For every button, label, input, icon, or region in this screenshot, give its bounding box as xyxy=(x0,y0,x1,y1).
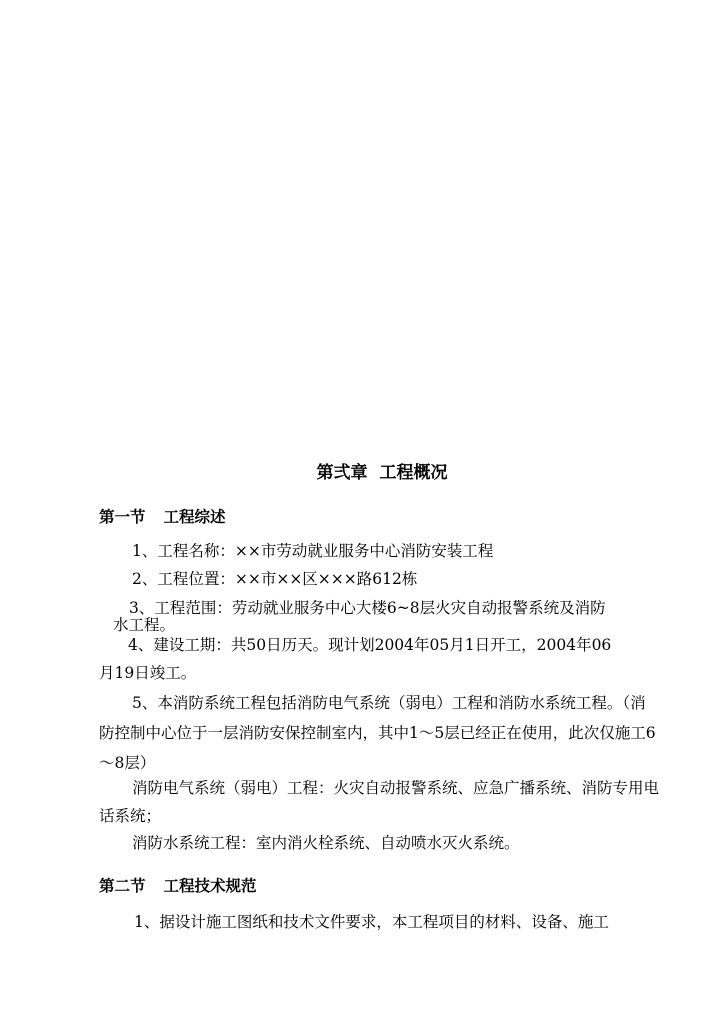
item-tech-spec-1: 1、据设计施工图纸和技术文件要求，本工程项目的材料、设备、施工 xyxy=(134,913,609,931)
section-2-title: 工程技术规范 xyxy=(163,877,257,895)
item-project-location: 2、工程位置：××市××区×××路612栋 xyxy=(132,570,418,588)
section-2-heading xyxy=(99,875,257,897)
item-construction-period: 4、建设工期：共50日历天。现计划2004年05月1日开工，2004年06 xyxy=(128,636,612,654)
item-project-name: 1、工程名称：××市劳动就业服务中心消防安装工程 xyxy=(132,542,494,560)
item-project-scope: 3、工程范围：劳动就业服务中心大楼6~8层火灾自动报警系统及消防 xyxy=(129,599,606,617)
section-1-title: 工程综述 xyxy=(163,508,226,526)
chapter-name: 工程概况 xyxy=(379,463,448,483)
section-1-heading xyxy=(99,506,226,528)
item-system-scope: 5、本消防系统工程包括消防电气系统（弱电）工程和消防水系统工程。（消防控制中心位于一层消防安保控制室内，其中1～5层已经正在使用，此次仅施工6～8层） xyxy=(99,694,656,772)
item-project-scope-cont: 水工程。 xyxy=(113,616,176,634)
para-fire-electric: 消防电气系统（弱电）工程：火灾自动报警系统、应急广播系统、消防专用电话系统； xyxy=(99,779,660,825)
section-2-number: 第二节 xyxy=(99,877,146,895)
para-fire-water: 消防水系统工程：室内消火栓系统、自动喷水灭火系统。 xyxy=(132,834,520,852)
section-1-number: 第一节 xyxy=(99,508,146,526)
item-construction-period-cont: 月19日竣工。 xyxy=(99,664,197,682)
chapter-number: 第弍章 xyxy=(316,463,368,483)
chapter-title xyxy=(0,461,724,485)
